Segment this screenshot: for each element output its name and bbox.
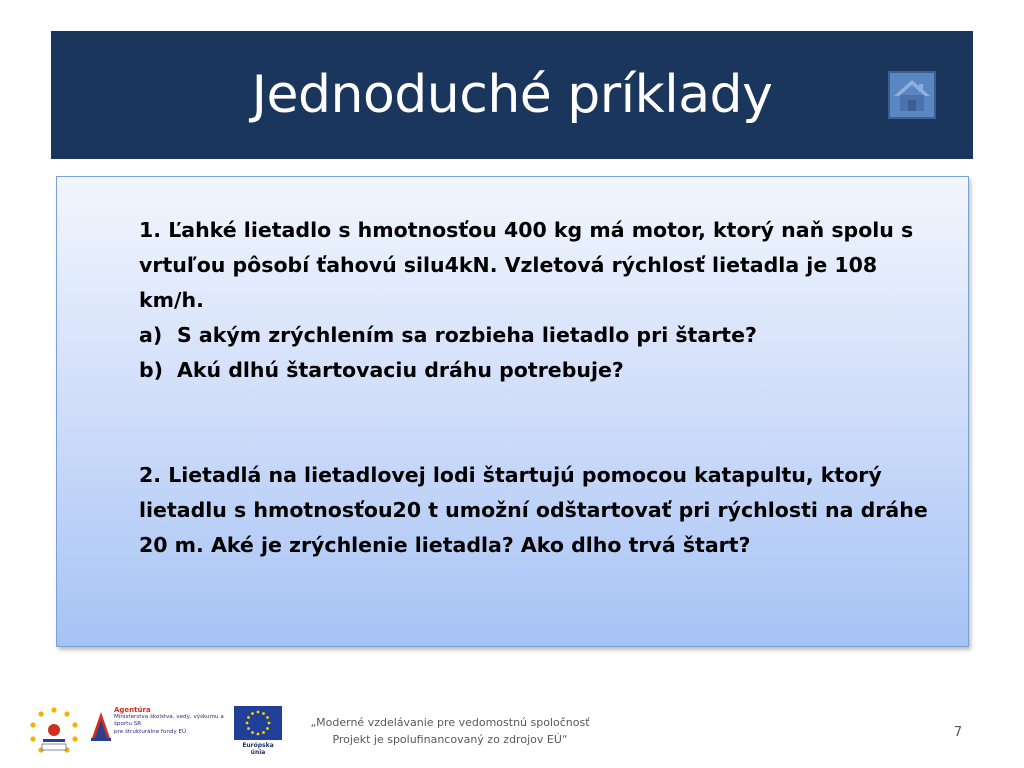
problem-1-item-b [139,353,929,388]
footer-line-2: Projekt je spolufinancovaný zo zdrojov EÚ“ [332,733,568,746]
content-box [56,176,969,647]
agency-line-2: Ministerstva školstva, vedy, výskumu a športu SR [114,714,224,728]
footer-project-text [300,714,600,748]
agency-text [114,707,228,736]
footer-line-1: „Moderné vzdelávanie pre vedomostnú spoločnosť [310,716,590,729]
slide-title: Jednoduché príklady [251,65,773,125]
problem-2-text: 2. Lietadlá na lietadlovej lodi štartujú pomocou katapultu, ktorý lietadlu s hmotnosťou20 t umožní odštartovať pri rýchlosti na dráhe 20 m. Aké je zrýchlenie lietadla? Ako dlho trvá štart? [139,463,928,557]
page-number: 7 [953,725,963,740]
eu-flag-icon [234,706,282,740]
home-button[interactable] [888,71,936,119]
operational-program-logo [28,706,80,760]
problem-1-item-a [139,318,929,353]
eu-flag-logo [234,706,282,756]
item-marker: b) [139,358,164,382]
problem-1-text: 1. Ľahké lietadlo s hmotnosťou 400 kg má motor, ktorý naň spolu s vrtuľou pôsobí ťahovú silu4kN. Vzletová rýchlosť lietadla je 108 km/h. [139,218,914,312]
agency-line-1: Agentúra [114,706,151,714]
agency-line-3: pre štrukturálne fondy EÚ [114,728,187,735]
spacer [139,388,929,458]
problem-list [139,213,929,563]
item-marker: a) [139,323,163,347]
star-circle-icon [28,706,80,760]
item-text: Akú dlhú štartovaciu dráhu potrebuje? [177,358,624,382]
book-icon [90,708,112,744]
agency-logo [90,706,228,748]
item-text: S akým zrýchlením sa rozbieha lietadlo pri štarte? [177,323,757,347]
eu-caption: Európska únia [242,742,274,756]
home-icon [890,73,934,117]
title-bar [51,31,973,159]
